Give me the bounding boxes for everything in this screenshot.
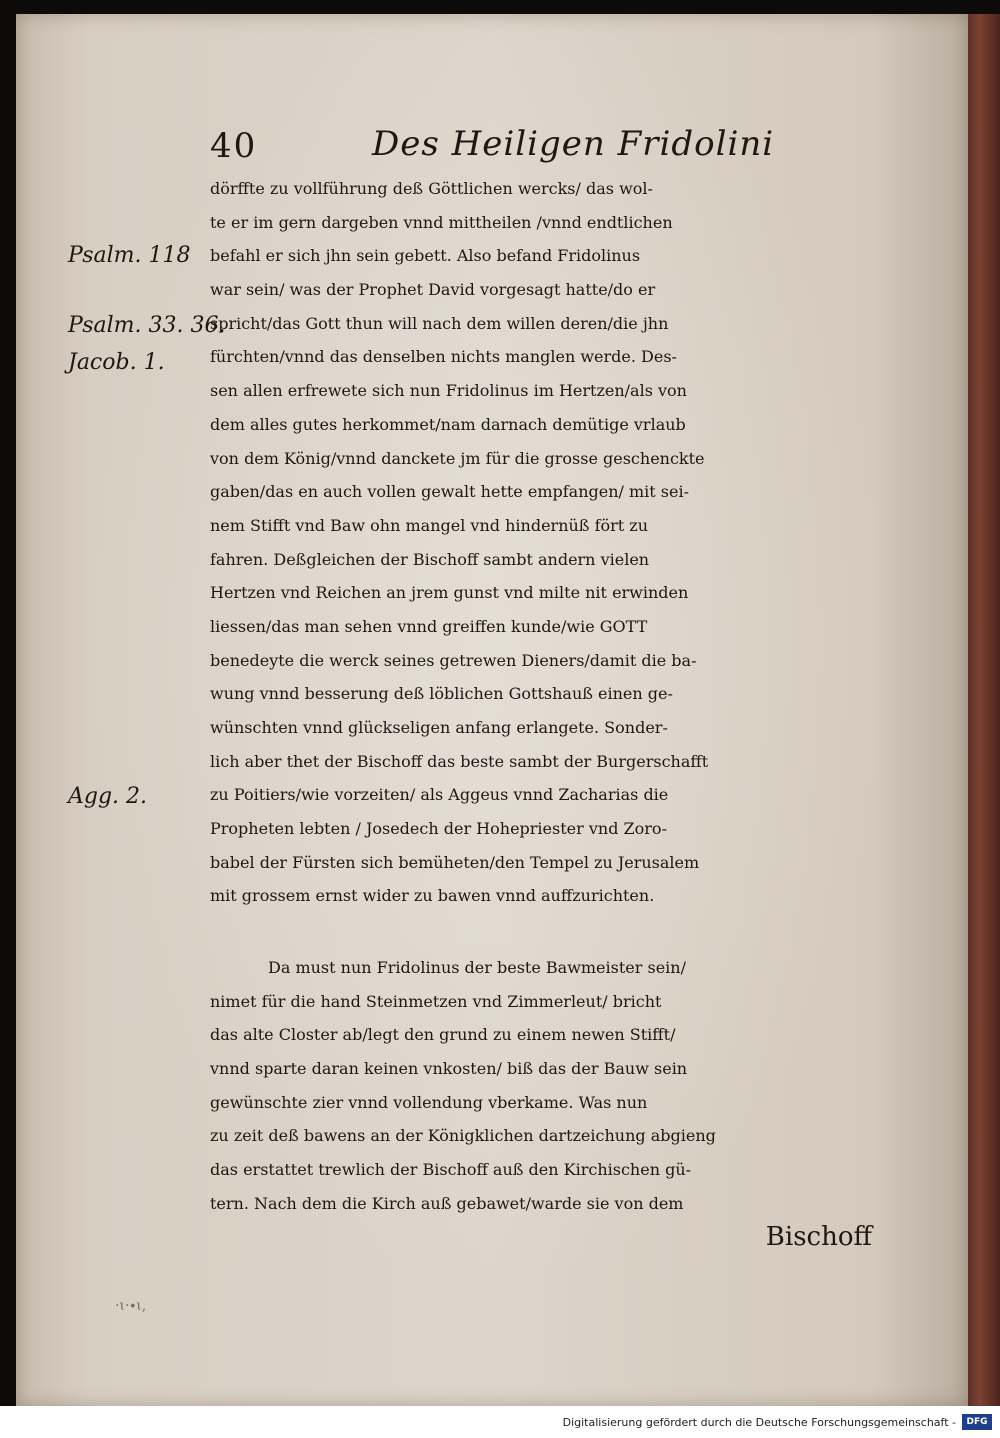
- page-number: 40: [210, 126, 258, 166]
- margin-note-psalm-118: Psalm. 118: [68, 243, 191, 268]
- text-line: das erstattet trewlich der Bischoff auß den Kirchischen gü-: [210, 1160, 692, 1180]
- text-line: gewünschte zier vnnd vollendung vberkame. Was nun: [210, 1092, 648, 1112]
- text-line: fürchten/vnnd das denselben nichts manglen werde. Des-: [210, 347, 677, 367]
- text-line: nem Stifft vnd Baw ohn mangel vnd hindernüß fört zu: [210, 515, 649, 535]
- text-line: nimet für die hand Steinmetzen vnd Zimmerleut/ bricht: [210, 991, 662, 1011]
- text-line: fahren. Deßgleichen der Bischoff sambt andern vielen: [210, 549, 650, 569]
- running-head: Des Heiligen Fridolini: [372, 124, 775, 164]
- text-line: sen allen erfrewete sich nun Fridolinus im Hertzen/als von: [210, 381, 687, 401]
- text-line: war sein/ was der Prophet David vorgesagt hatte/do er: [210, 280, 656, 300]
- text-line: mit grossem ernst wider zu bawen vnnd auffzurichten.: [210, 886, 655, 906]
- text-line: benedeyte die werck seines getrewen Dieners/damit die ba-: [210, 650, 697, 670]
- text-line: Hertzen vnd Reichen an jrem gunst vnd milte nit erwinden: [210, 583, 689, 603]
- text-line: dörffte zu vollführung deß Göttlichen wercks/ das wol-: [210, 179, 653, 198]
- ink-smudge: ·ɩ·∙ɩ,: [115, 1298, 147, 1314]
- paragraph-2: [210, 951, 880, 1254]
- book-spine-edge: [966, 14, 1000, 1406]
- funding-notice: Digitalisierung gefördert durch die Deutsche Forschungsgemeinschaft -: [562, 1416, 956, 1429]
- text-line: zu Poitiers/wie vorzeiten/ als Aggeus vnnd Zacharias die: [210, 785, 669, 805]
- text-line: lich aber thet der Bischoff das beste sambt der Burgerschafft: [210, 751, 709, 771]
- text-line: wung vnnd besserung deß löblichen Gottshauß einen ge-: [210, 684, 673, 704]
- margin-note-psalm-33: Psalm. 33. 36.: [68, 313, 226, 338]
- margin-note-agg: Agg. 2.: [68, 784, 148, 809]
- text-line: Da must nun Fridolinus der beste Bawmeister sein/: [268, 958, 686, 977]
- text-line: spricht/das Gott thun will nach dem willen deren/die jhn: [210, 313, 669, 333]
- text-line: vnnd sparte daran keinen vnkosten/ biß das der Bauw sein: [210, 1059, 688, 1079]
- margin-note-jacob: Jacob. 1.: [68, 350, 165, 375]
- catchword: Bischoff: [765, 1221, 872, 1252]
- text-line: dem alles gutes herkommet/nam darnach demütige vrlaub: [210, 414, 686, 434]
- text-line: babel der Fürsten sich bemüheten/den Tempel zu Jerusalem: [210, 852, 700, 872]
- footer-bar: [0, 1406, 1000, 1438]
- text-line: tern. Nach dem die Kirch auß gebawet/warde sie von dem: [210, 1193, 684, 1213]
- text-line: das alte Closter ab/legt den grund zu einem newen Stifft/: [210, 1025, 676, 1045]
- dfg-logo: DFG: [962, 1414, 992, 1430]
- text-line: wünschten vnnd glückseligen anfang erlangete. Sonder-: [210, 718, 668, 737]
- text-line: te er im gern dargeben vnnd mittheilen /vnnd endtlichen: [210, 212, 673, 232]
- text-line: von dem König/vnnd danckete jm für die grosse geschenckte: [210, 448, 705, 468]
- text-line: Propheten lebten / Josedech der Hohepriester vnd Zoro-: [210, 819, 667, 839]
- text-line: zu zeit deß bawens an der Königklichen dartzeichung abgieng: [210, 1126, 716, 1146]
- paragraph-1: [210, 172, 880, 913]
- text-line: gaben/das en auch vollen gewalt hette empfangen/ mit sei-: [210, 482, 689, 502]
- text-line: liessen/das man sehen vnnd greiffen kunde/wie GOTT: [210, 616, 648, 636]
- text-line: befahl er sich jhn sein gebett. Also befand Fridolinus: [210, 246, 641, 266]
